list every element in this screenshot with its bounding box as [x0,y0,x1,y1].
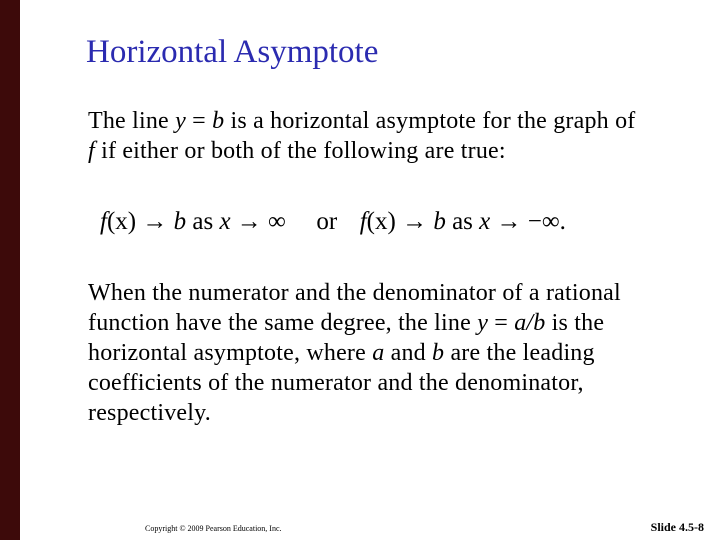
var-y-2: y [477,310,489,336]
var-b-2: b [432,340,445,366]
var-b: b [212,108,225,134]
left-sidebar-bar [0,0,20,540]
formula-right-var: x [479,208,491,235]
formula-left-f: f [100,208,107,235]
para1-text-2: = [185,108,213,134]
formula-right-f: f [359,208,367,235]
para1-text-1: The line [88,108,176,134]
formula-right-arg: (x) [366,208,396,235]
formula-right-b: b [433,208,446,235]
para2-text-1: When the numerator and the denominator of a rational function have the same degree, the line [88,280,621,336]
para2-text-3: and [384,340,433,366]
slide-number: Slide 4.5-8 [650,520,704,534]
degree-rule-paragraph [88,278,648,428]
formula-right-arrow2: → [496,208,522,235]
var-a: a [372,340,385,366]
formula-left-as: as [192,208,214,235]
formula-left-var: x [219,208,231,235]
limit-formula [100,203,640,241]
var-y: y [175,108,186,134]
copyright-notice: Copyright © 2009 Pearson Education, Inc. [145,524,282,533]
formula-right-arrow: → [402,208,428,235]
formula-right-limit: −∞. [527,208,566,235]
para2-text-2: is the horizontal asymptote, where [88,310,605,366]
definition-paragraph [88,106,648,166]
formula-left-arrow2: → [236,208,262,235]
formula-right-as: as [452,208,473,235]
formula-or: or [316,208,338,235]
slide-title: Horizontal Asymptote [86,34,379,70]
para2-text-4: are the leading coefficients of the numerator and the denominator, respectively. [88,340,595,426]
formula-left-limit: ∞ [268,208,286,235]
para2-eq: = [488,310,515,336]
formula-left-arrow: → [142,208,168,235]
para1-text-3: is a horizontal asymptote for the graph of [224,108,636,134]
formula-left-arg: (x) [106,208,137,235]
formula-left-b: b [173,208,187,235]
var-a-over-b: a/b [514,310,546,336]
para1-text-4: if either or both of the following are true: [94,138,506,164]
var-f: f [88,138,95,164]
